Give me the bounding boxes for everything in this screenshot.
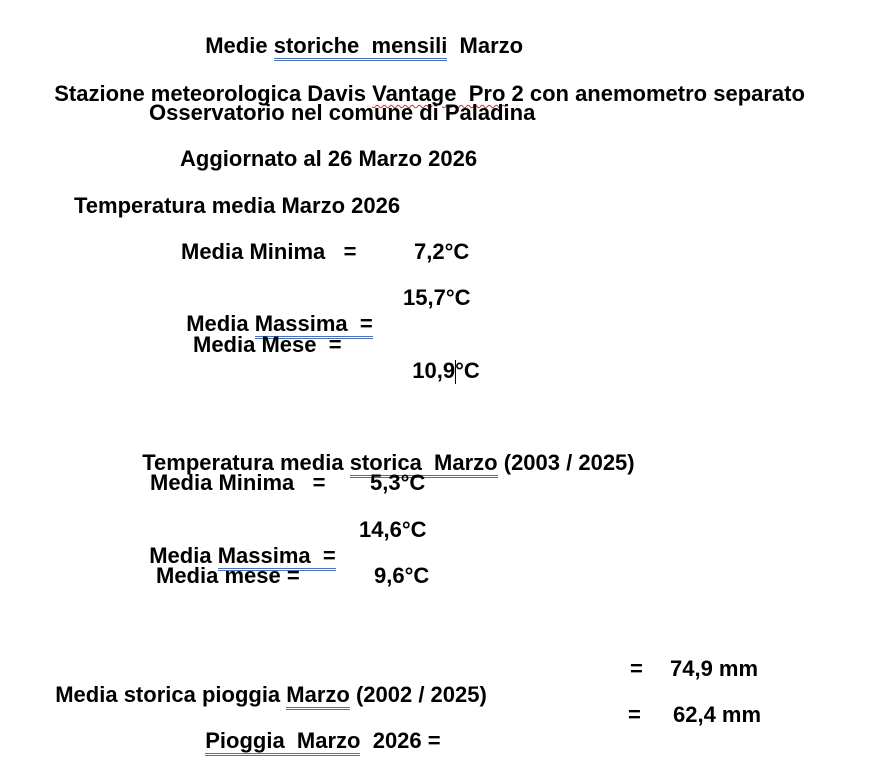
hist-max-label-text: Media (149, 543, 218, 568)
station-model-text: Vantage Pro (372, 81, 506, 106)
title-text: Medie (205, 33, 274, 58)
current-month-value (400, 332, 480, 383)
station-suffix-text: 2 con anemometro separato (505, 81, 805, 106)
rain-historical-equals: = (630, 656, 643, 681)
rain-current-equals: = (628, 702, 641, 727)
rain-hist-years: (2002 / 2025) (349, 682, 487, 707)
historical-month-value: 9,6°C (374, 563, 430, 588)
rain-historical-label (43, 656, 487, 707)
historical-month-label: Media mese = (156, 563, 300, 588)
rain-current-value: 62,4 mm (673, 702, 762, 727)
observatory-line: Osservatorio nel comune di Paladina (149, 100, 536, 125)
rain-cur-year: 2026 = (360, 728, 441, 753)
current-max-value: 15,7°C (403, 285, 471, 310)
updated-line: Aggiornato al 26 Marzo 2026 (180, 146, 478, 171)
historical-heading (130, 424, 635, 475)
historical-min-label: Media Minima = (150, 470, 326, 495)
current-min-value: 7,2°C (414, 239, 470, 264)
max-label-text: Media (186, 311, 255, 336)
historical-heading-text: Temperatura media (142, 450, 350, 475)
hist-max-label-underlined: Massima = (218, 543, 336, 571)
rain-cur-underlined: Pioggia Marzo (205, 728, 360, 756)
historical-heading-years: (2003 / 2025) (497, 450, 635, 475)
current-month-label: Media Mese = (193, 332, 342, 357)
title-underlined-text: storiche mensili (274, 33, 448, 61)
historical-max-label (137, 517, 336, 568)
max-label-underlined: Massima = (255, 311, 373, 339)
current-max-label (174, 285, 373, 336)
rain-hist-text: Media storica pioggia (55, 682, 287, 707)
historical-max-value: 14,6°C (359, 517, 427, 542)
station-line (42, 55, 805, 106)
title-month: Marzo (447, 33, 524, 58)
current-heading: Temperatura media Marzo 2026 (74, 193, 401, 218)
rain-historical-value: 74,9 mm (670, 656, 759, 681)
rain-current-label (193, 702, 441, 753)
rain-hist-month: Marzo (286, 682, 350, 710)
historical-min-value: 5,3°C (370, 470, 426, 495)
station-text: Stazione meteorologica Davis (54, 81, 373, 106)
month-value-unit: °C (455, 358, 480, 383)
month-value-number: 10,9 (412, 358, 456, 383)
historical-heading-underlined: storica Marzo (350, 450, 498, 478)
current-min-label: Media Minima = (181, 239, 357, 264)
document-title (193, 7, 524, 58)
